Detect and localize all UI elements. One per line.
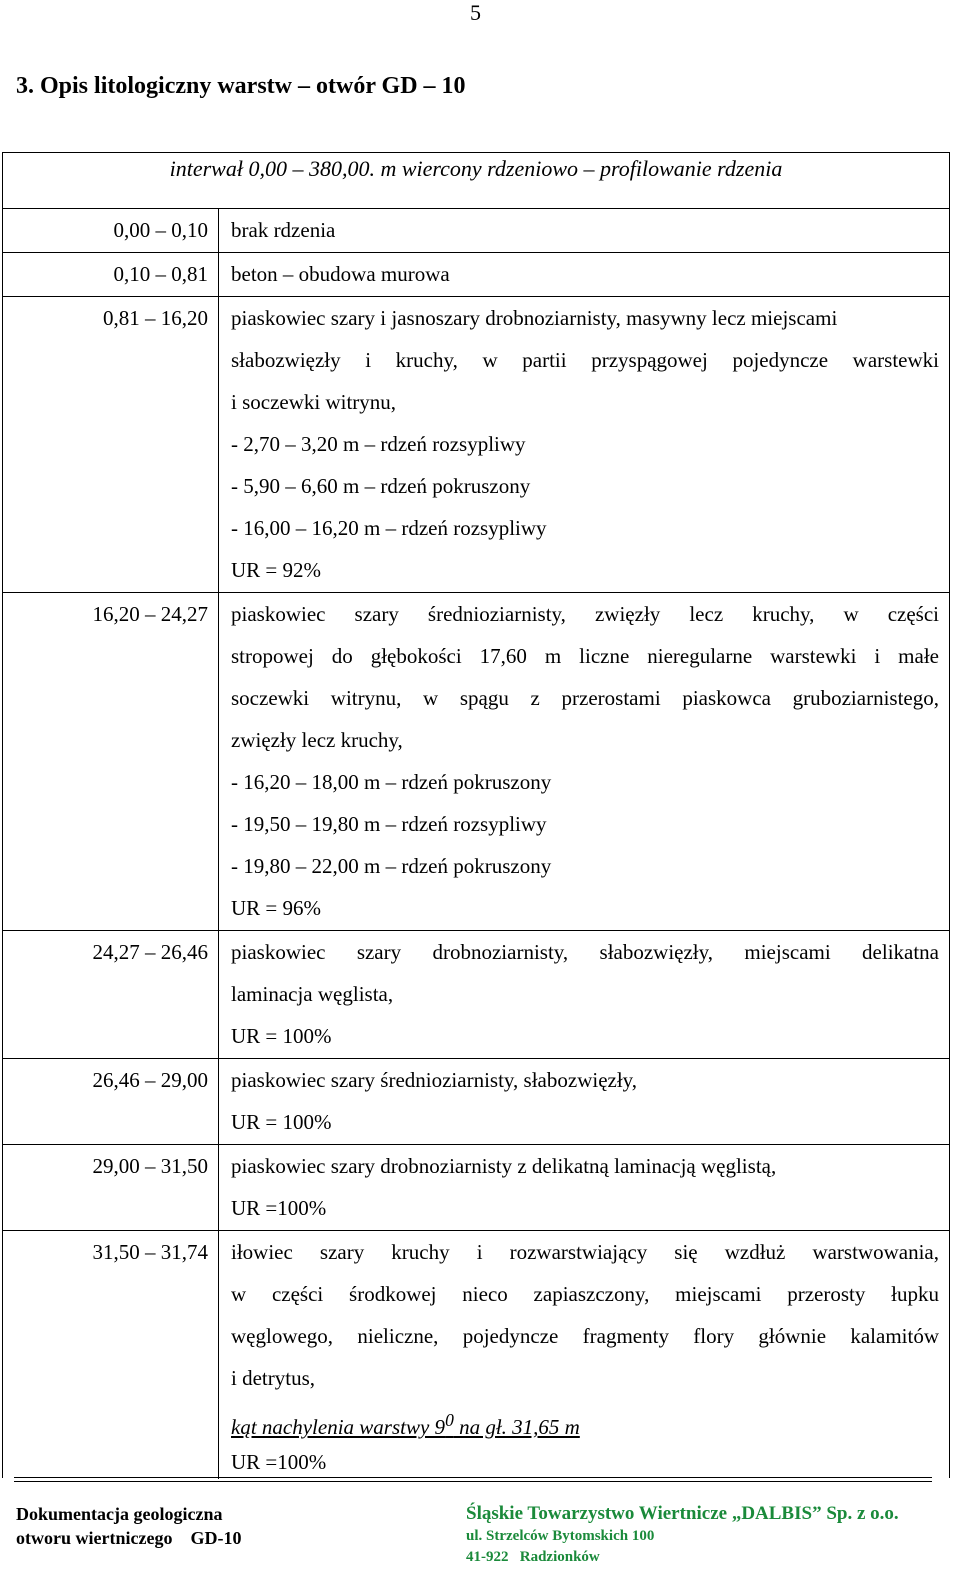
description-line: piaskowiec szary średnioziarnisty, zwięzły lecz kruchy, w części [231,602,939,626]
description-cell [219,209,949,251]
description-line: - 19,50 – 19,80 m – rdzeń rozsypliwy [231,812,547,836]
description-cell [219,1231,949,1483]
table-row [3,1145,949,1231]
depth-cell: 0,10 – 0,81 [3,253,219,296]
description-line: i soczewki witrynu, [231,390,397,414]
description-line: UR = 92% [231,558,322,582]
description-line: - 16,00 – 16,20 m – rdzeń rozsypliwy [231,516,547,540]
description-line: - 2,70 – 3,20 m – rdzeń rozsypliwy [231,432,526,456]
description-cell [219,297,949,591]
depth-cell: 0,81 – 16,20 [3,297,219,592]
inclination-suffix: na gł. 31,65 m [453,1415,580,1439]
table-row [3,931,949,1059]
footer-rule [14,1477,932,1478]
description-line: węglowego, nieliczne, pojedyncze fragmenty flory głównie kalamitów [231,1324,939,1348]
description-line: - 5,90 – 6,60 m – rdzeń pokruszony [231,474,531,498]
description-line: iłowiec szary kruchy i rozwarstwiający się wzdłuż warstwowania, [231,1240,939,1264]
footer-address-street: ul. Strzelców Bytomskich 100 [466,1528,655,1544]
table-row [3,209,949,253]
footer-document-title: Dokumentacja geologiczna [16,1504,223,1524]
depth-cell: 16,20 – 24,27 [3,593,219,930]
description-line: UR = 100% [231,1024,332,1048]
footer-rule-secondary [14,1481,932,1482]
description-line: piaskowiec szary i jasnoszary drobnoziarnisty, masywny lecz miejscami [231,306,838,330]
description-line: UR = 96% [231,896,322,920]
footer-address-city: 41-922 Radzionków [466,1549,600,1565]
footer-company-info [466,1502,899,1568]
description-cell [219,1145,949,1229]
table-row [3,593,949,931]
depth-cell: 29,00 – 31,50 [3,1145,219,1230]
description-line: w części środkowej nieco zapiaszczony, miejscami przerosty łupku [231,1282,939,1306]
depth-cell: 24,27 – 26,46 [3,931,219,1058]
description-line: UR =100% [231,1450,327,1474]
inclination-text [231,1410,580,1439]
description-line: i detrytus, [231,1366,315,1390]
description-line: - 16,20 – 18,00 m – rdzeń pokruszony [231,770,552,794]
description-line: laminacja węglista, [231,982,394,1006]
footer-borehole-label: otworu wiertniczego GD-10 [16,1528,242,1548]
footer-company-name: Śląskie Towarzystwo Wiertnicze „DALBIS” Sp. z o.o. [466,1503,899,1524]
table-row [3,253,949,297]
description-line: - 19,80 – 22,00 m – rdzeń pokruszony [231,854,552,878]
footer-document-info [16,1502,241,1550]
description-line: beton – obudowa murowa [231,262,450,286]
description-cell [219,253,949,295]
description-line: UR = 100% [231,1110,332,1134]
description-line: zwięzły lecz kruchy, [231,728,403,752]
description-line: słabozwięzły i kruchy, w partii przyspągowej pojedyncze warstewki [231,348,939,372]
depth-cell: 0,00 – 0,10 [3,209,219,252]
depth-cell: 31,50 – 31,74 [3,1231,219,1479]
description-line: piaskowiec szary średnioziarnisty, słabozwięzły, [231,1068,638,1092]
description-cell [219,931,949,1057]
description-line: brak rdzenia [231,218,336,242]
description-line: piaskowiec szary drobnoziarnisty z delikatną laminacją węglistą, [231,1154,777,1178]
depth-cell: 26,46 – 29,00 [3,1059,219,1144]
page-number: 5 [470,0,481,25]
description-cell [219,1059,949,1143]
description-line: soczewki witrynu, w spągu z przerostami piaskowca gruboziarnistego, [231,686,939,710]
section-heading: 3. Opis litologiczny warstw – otwór GD – 10 [16,73,466,99]
table-row [3,1059,949,1145]
lithology-table [2,152,950,1478]
description-cell [219,593,949,929]
inclination-prefix: kąt nachylenia warstwy 9 [231,1415,446,1439]
interval-header: interwał 0,00 – 380,00. m wiercony rdzeniowo – profilowanie rdzenia [3,153,949,209]
inclination-line [231,1399,939,1441]
inclination-degree: 0 [445,1410,454,1430]
description-line: piaskowiec szary drobnoziarnisty, słabozwięzły, miejscami delikatna [231,940,939,964]
table-row [3,297,949,593]
description-line: UR =100% [231,1196,327,1220]
table-row [3,1231,949,1479]
description-line: stropowej do głębokości 17,60 m liczne nieregularne warstewki i małe [231,644,939,668]
